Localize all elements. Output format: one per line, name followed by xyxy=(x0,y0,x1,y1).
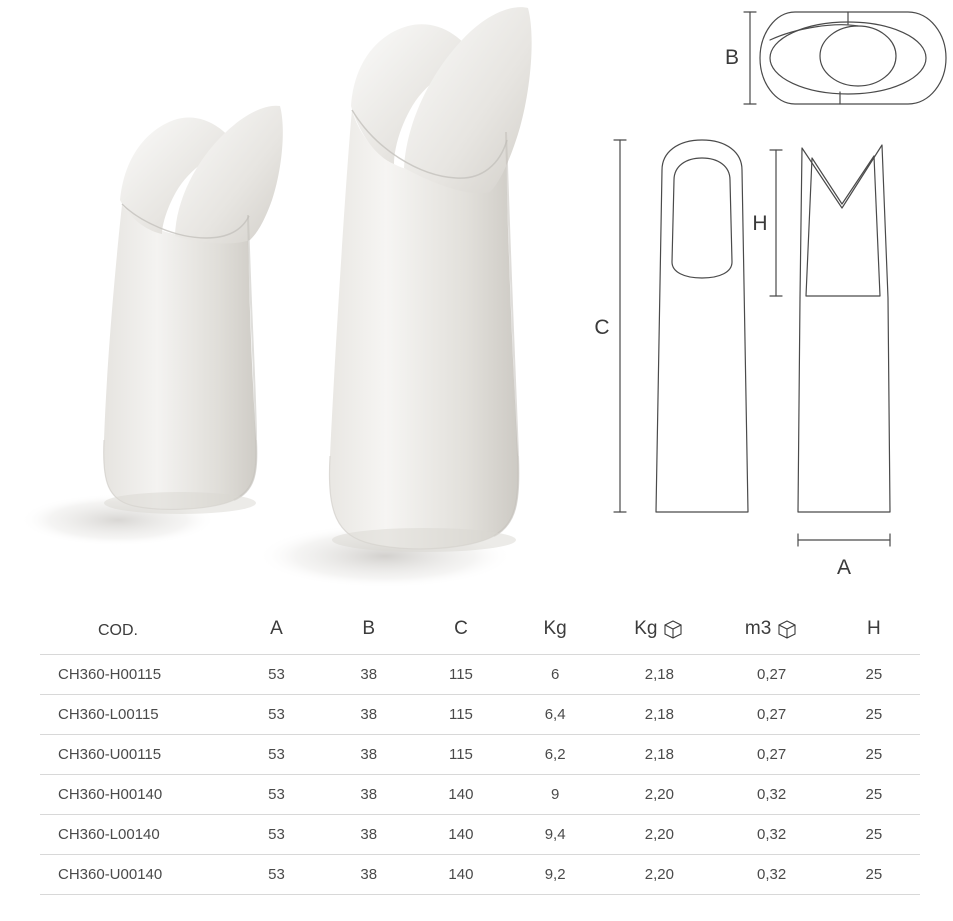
cell-kg-box: 2,18 xyxy=(644,666,674,683)
label-a: A xyxy=(836,556,852,579)
cell-b: 38 xyxy=(360,746,378,763)
cell-kg: 9 xyxy=(550,786,560,803)
spec-table xyxy=(40,612,920,895)
cell-kg: 6,2 xyxy=(544,746,566,763)
cell-cod: CH360-U00115 xyxy=(58,746,162,763)
header-b: B xyxy=(362,618,376,639)
header-h: H xyxy=(867,618,881,639)
box-icon xyxy=(662,619,684,639)
table-body xyxy=(40,655,920,895)
cell-h: 25 xyxy=(865,706,883,723)
cell-cod: CH360-U00140 xyxy=(58,866,163,883)
cell-c: 115 xyxy=(448,746,473,763)
cell-h: 25 xyxy=(865,746,883,763)
cell-a: 53 xyxy=(268,826,285,843)
cell-m3-box: 0,27 xyxy=(757,666,787,683)
label-h: H xyxy=(752,212,768,235)
cell-b: 38 xyxy=(360,706,378,723)
table-row xyxy=(40,815,920,855)
header-a: A xyxy=(270,618,283,639)
cell-b: 38 xyxy=(360,786,378,803)
cell-a: 53 xyxy=(268,746,285,763)
cell-kg-box: 2,20 xyxy=(644,866,674,883)
cell-cod: CH360-L00140 xyxy=(58,826,160,843)
cell-a: 53 xyxy=(268,666,285,683)
cell-kg: 9,2 xyxy=(544,866,566,883)
table-row xyxy=(40,655,920,695)
cell-m3-box: 0,32 xyxy=(757,786,787,803)
product-photos xyxy=(0,0,590,600)
dimension-h xyxy=(770,150,782,296)
cell-m3-box: 0,32 xyxy=(757,866,787,883)
cell-h: 25 xyxy=(865,786,883,803)
plan-view xyxy=(760,12,946,104)
product-small xyxy=(104,106,283,514)
header-cod: COD. xyxy=(98,622,138,639)
side-view xyxy=(798,145,890,512)
header-m3-box-label: m3 xyxy=(744,618,772,639)
cell-a: 53 xyxy=(268,866,285,883)
header-kg: Kg xyxy=(543,618,567,639)
cell-b: 38 xyxy=(360,866,378,883)
cell-a: 53 xyxy=(268,706,285,723)
cell-c: 140 xyxy=(448,866,474,883)
cell-c: 140 xyxy=(448,826,474,843)
cell-kg: 6 xyxy=(550,666,560,683)
cell-h: 25 xyxy=(865,666,883,683)
box-icon xyxy=(776,619,798,639)
cell-c: 115 xyxy=(448,666,473,683)
cell-cod: CH360-L00115 xyxy=(58,706,159,723)
table-row xyxy=(40,855,920,895)
technical-drawing-svg xyxy=(590,0,953,600)
dimension-b xyxy=(744,12,756,104)
dimension-a xyxy=(798,534,890,546)
cell-kg-box: 2,18 xyxy=(644,706,674,723)
cell-b: 38 xyxy=(360,826,378,843)
front-view xyxy=(656,140,748,512)
cell-h: 25 xyxy=(865,826,883,843)
dimension-c xyxy=(614,140,626,512)
header-kg-box xyxy=(603,612,715,655)
label-c: C xyxy=(594,316,610,339)
header-c: C xyxy=(454,618,468,639)
cell-kg: 6,4 xyxy=(544,706,566,723)
cell-h: 25 xyxy=(865,866,883,883)
cell-kg-box: 2,20 xyxy=(644,826,674,843)
table-row xyxy=(40,695,920,735)
cell-c: 140 xyxy=(448,786,474,803)
cell-c: 115 xyxy=(448,706,473,723)
cell-m3-box: 0,27 xyxy=(757,746,787,763)
product-large xyxy=(329,7,531,552)
cell-kg-box: 2,20 xyxy=(644,786,674,803)
cell-b: 38 xyxy=(360,666,378,683)
table-row xyxy=(40,775,920,815)
cell-kg: 9,4 xyxy=(544,826,566,843)
cell-kg-box: 2,18 xyxy=(644,746,674,763)
label-b: B xyxy=(724,46,740,69)
cell-m3-box: 0,27 xyxy=(757,706,787,723)
cell-cod: CH360-H00140 xyxy=(58,786,163,803)
table-row xyxy=(40,735,920,775)
header-kg-box-label: Kg xyxy=(634,618,658,639)
cell-m3-box: 0,32 xyxy=(757,826,787,843)
header-m3-box xyxy=(715,612,827,655)
table-header-row xyxy=(40,612,920,655)
product-photo-illustration xyxy=(0,0,590,600)
cell-cod: CH360-H00115 xyxy=(58,666,162,683)
cell-a: 53 xyxy=(268,786,285,803)
technical-drawings xyxy=(590,0,953,600)
